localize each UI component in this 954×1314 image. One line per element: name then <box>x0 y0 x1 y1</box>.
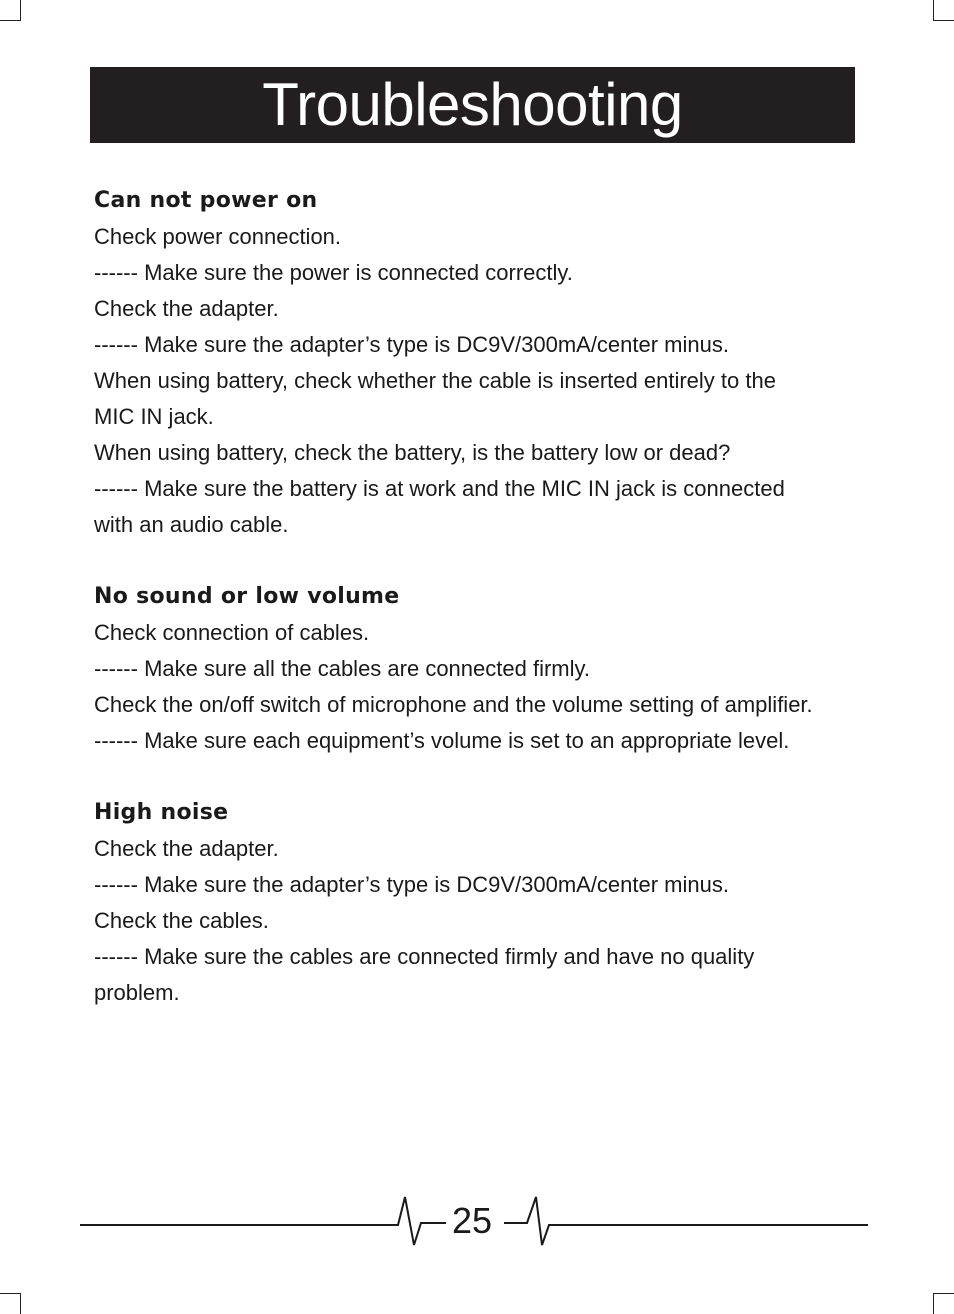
instruction-line: ------ Make sure all the cables are connected firmly. <box>94 656 590 681</box>
section-heading: No sound or low volume <box>94 584 400 609</box>
instruction-line: When using battery, check the battery, is the battery low or dead? <box>94 440 731 465</box>
crop-mark-top-left <box>0 0 21 21</box>
instruction-line: Check the adapter. <box>94 296 279 321</box>
crop-mark-bottom-left <box>0 1293 21 1314</box>
instruction-line: ------ Make sure each equipment’s volume is set to an appropriate level. <box>94 728 790 753</box>
troubleshooting-content <box>94 183 894 1047</box>
section-no-sound-or-low-volume <box>94 579 894 759</box>
instruction-line: ------ Make sure the power is connected correctly. <box>94 260 573 285</box>
page-title: Troubleshooting <box>262 71 683 138</box>
instruction-line: When using battery, check whether the cable is inserted entirely to the <box>94 368 776 393</box>
title-bar <box>90 67 855 143</box>
instruction-line: ------ Make sure the adapter’s type is DC9V/300mA/center minus. <box>94 332 729 357</box>
section-can-not-power-on <box>94 183 894 543</box>
crop-mark-top-right <box>933 0 954 21</box>
instruction-line: problem. <box>94 980 180 1005</box>
section-heading: Can not power on <box>94 188 318 213</box>
instruction-line: with an audio cable. <box>94 512 289 537</box>
page-number: 25 <box>451 1200 493 1241</box>
instruction-line: Check power connection. <box>94 224 342 249</box>
instruction-line: Check the cables. <box>94 908 269 933</box>
instruction-line: ------ Make sure the adapter’s type is DC9V/300mA/center minus. <box>94 872 729 897</box>
section-high-noise <box>94 795 894 1011</box>
instruction-line: Check the adapter. <box>94 836 279 861</box>
page-footer <box>0 1185 954 1255</box>
section-heading: High noise <box>94 800 229 825</box>
instruction-line: MIC IN jack. <box>94 404 214 429</box>
instruction-line: Check the on/off switch of microphone and the volume setting of amplifier. <box>94 692 813 717</box>
crop-mark-bottom-right <box>933 1293 954 1314</box>
instruction-line: Check connection of cables. <box>94 620 370 645</box>
instruction-line: ------ Make sure the cables are connected firmly and have no quality <box>94 944 755 969</box>
instruction-line: ------ Make sure the battery is at work and the MIC IN jack is connected <box>94 476 785 501</box>
